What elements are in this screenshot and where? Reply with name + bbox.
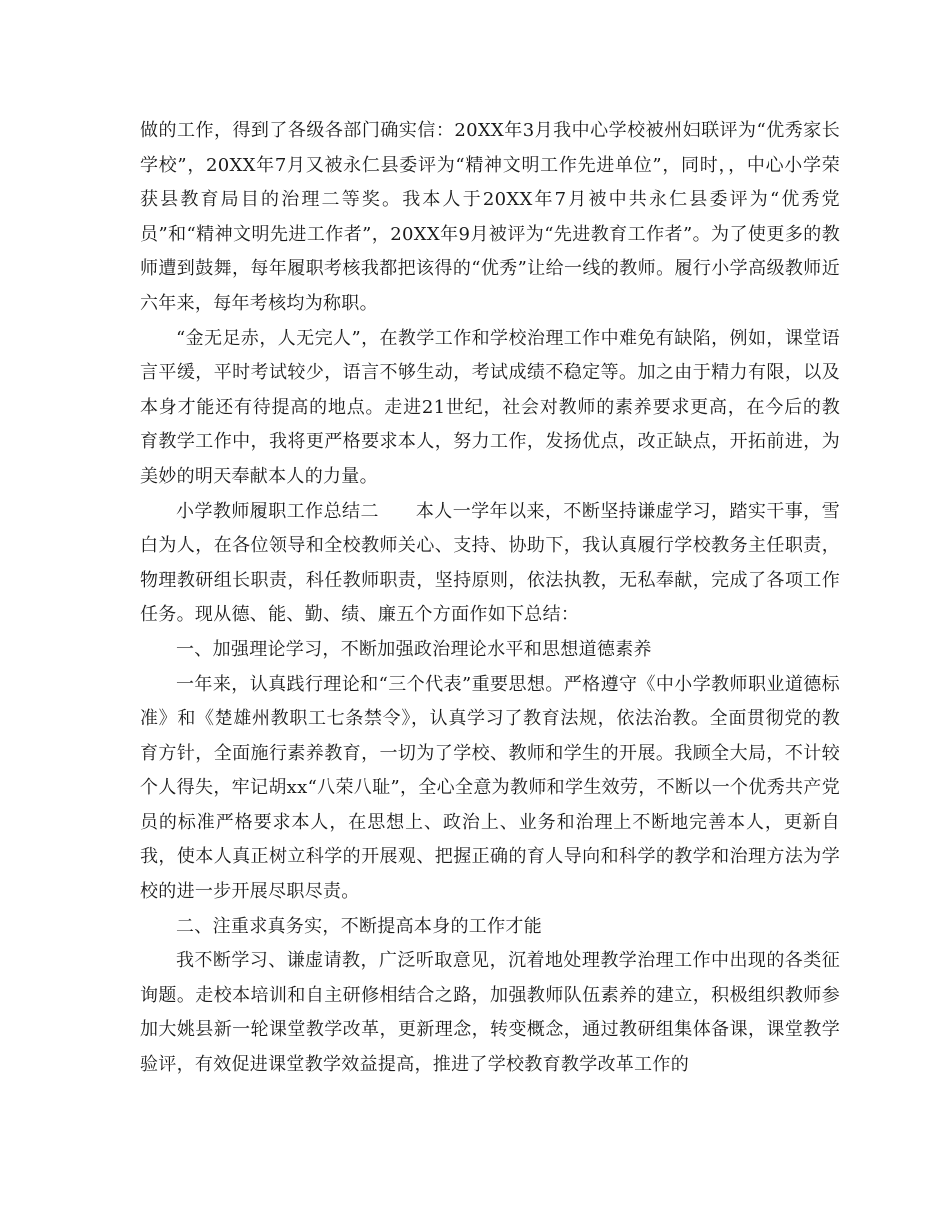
paragraph-continued: 做的工作，得到了各级各部门确实信：20XX年3月我中心学校被州妇联评为“优秀家长学校”，20XX年7月又被永仁县委评为“精神文明工作先进单位”，同时，，中心小学荣获县教育局目的治理二等奖。我本人于20XX年7月被中共永仁县委评为“优秀党员”和“精神文明先进工作者”，20XX年9月被评为“先进教育工作者”。为了使更多的教师遭到鼓舞，每年履职考核我都把该得的“优秀”让给一线的教师。履行小学高级教师近六年来，每年考核均为称职。 (140, 120, 840, 314)
section-heading-two: 二、注重求真务实，不断提高本身的工作才能 (176, 915, 542, 937)
document-body (140, 114, 840, 1083)
paragraph-summary-two-intro: 小学教师履职工作总结二 本人一学年以来，不断坚持谦虚学习，踏实干事，雪白为人，在各位领导和全校教师关心、支持、协助下，我认真履行学校教务主任职责，物理教研组长职责，科任教师职责，坚持原则，依法执教，无私奉献，完成了各项工作任务。现从德、能、勤、绩、廉五个方面作如下总结： (140, 500, 840, 626)
paragraph-theory-study: 一年来，认真践行理论和“三个代表”重要思想。严格遵守《中小学教师职业道德标准》和《楚雄州教职工七条禁令》，认真学习了教育法规，依法治教。全面贯彻党的教育方针，全面施行素养教育，一切为了学校、教师和学生的开展。我顾全大局，不计较个人得失，牢记胡xx“八荣八耻”，全心全意为教师和学生效劳，不断以一个优秀共产党员的标准严格要求本人，在思想上、政治上、业务和治理上不断地完善本人，更新自我，使本人真正树立科学的开展观、把握正确的育人导向和科学的教学和治理方法为学校的进一步开展尽职尽责。 (140, 673, 840, 903)
paragraph-shortcomings: “金无足赤，人无完人”，在教学工作和学校治理工作中难免有缺陷，例如，课堂语言平缓，平时考试较少，语言不够生动，考试成绩不稳定等。加之由于精力有限，以及本身才能还有待提高的地点。走进21世纪，社会对教师的素养要求更高，在今后的教育教学工作中，我将更严格要求本人，努力工作，发扬优点，改正缺点，开拓前进，为美妙的明天奉献本人的力量。 (140, 327, 840, 487)
section-heading-one: 一、加强理论学习，不断加强政治理论水平和思想道德素养 (176, 638, 652, 660)
paragraph-work-ability: 我不断学习、谦虚请教，广泛听取意见，沉着地处理教学治理工作中出现的各类征询题。走校本培训和自主研修相结合之路，加强教师队伍素养的建立，积极组织教师参加大姚县新一轮课堂教学改革，更新理念，转变概念，通过教研组集体备课，课堂教学验评，有效促进课堂教学效益提高，推进了学校教育教学改革工作的 (140, 950, 840, 1076)
